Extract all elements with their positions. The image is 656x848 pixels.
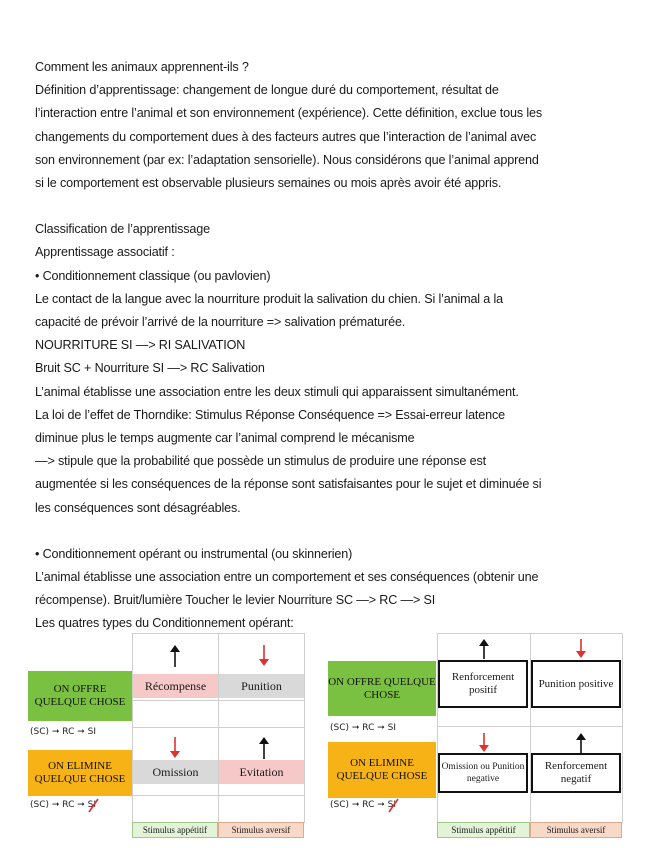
bullet-line: • Conditionnement classique (ou pavlovien) — [35, 268, 271, 283]
cell-evitation: Evitation — [219, 760, 304, 784]
bullet-line: • Conditionnement opérant ou instrumental (ou skinnerien) — [35, 546, 353, 561]
text-line: changements du comportement dues à des facteurs autres que l’interaction de l’animal avec — [35, 129, 537, 144]
label-stimulus-appetitif: Stimulus appétitif — [437, 822, 530, 838]
text-line: NOURRITURE SI —> RI SALIVATION — [35, 338, 246, 353]
text-line: diminue plus le temps augmente car l’animal comprend le mécanisme — [35, 431, 415, 446]
cell-recompense: Récompense — [133, 674, 218, 698]
cell-omission-punition-negative: Omission ou Punition negative — [438, 753, 528, 793]
title-line: Comment les animaux apprennent-ils ? — [35, 60, 249, 74]
arrow-down-red-icon — [477, 732, 491, 754]
text-line: augmentée si les conséquences de la réponse sont satisfaisantes pour le sujet et diminuée si — [35, 477, 542, 492]
text-line: L’animal établisse une association entre les deux stimuli qui apparaissent simultanément. — [35, 384, 519, 399]
text-line: les conséquences sont désagréables. — [35, 500, 241, 515]
cell-punition: Punition — [219, 674, 304, 698]
arrow-down-red-icon — [168, 736, 182, 760]
formula-sc-rc-no-si: (SC) ➞ RC ➞ SI — [330, 800, 397, 810]
cross-out-icon — [88, 797, 102, 813]
text-line: l’interaction entre l’animal et son environnement (expérience). Cette définition, exclue tous les — [35, 106, 542, 121]
arrow-up-icon — [574, 732, 588, 754]
cell-renforcement-negatif: Renforcement negatif — [531, 753, 621, 793]
text-line: Les quatres types du Conditionnement opérant: — [35, 616, 294, 631]
formula-sc-rc-no-si: (SC) ➞ RC ➞ SI — [30, 800, 97, 810]
eliminate-box: ON ELIMINE QUELQUE CHOSE — [28, 750, 132, 796]
document-body — [35, 56, 630, 636]
cell-renforcement-positif: Renforcement positif — [438, 660, 528, 708]
text-line: récompense). Bruit/lumière Toucher le levier Nourriture SC —> RC —> SI — [35, 593, 436, 608]
text-line: capacité de prévoir l’arrivé de la nourriture => salivation prématurée. — [35, 315, 406, 330]
cell-omission: Omission — [133, 760, 218, 784]
formula-sc-rc-si: (SC) ➞ RC ➞ SI — [330, 723, 397, 733]
offer-box: ON OFFRE QUELQUE CHOSE — [328, 661, 436, 716]
text-line: La loi de l’effet de Thorndike: Stimulus Réponse Conséquence => Essai-erreur latence — [35, 407, 505, 422]
text-line: Bruit SC + Nourriture SI —> RC Salivation — [35, 361, 265, 376]
cross-out-icon — [388, 797, 402, 813]
label-stimulus-aversif: Stimulus aversif — [530, 822, 622, 838]
text-line: —> stipule que la probabilité que possède un stimulus de produire une réponse est — [35, 454, 486, 469]
arrow-up-icon — [168, 644, 182, 668]
label-stimulus-appetitif: Stimulus appétitif — [132, 822, 218, 838]
cell-punition-positive: Punition positive — [531, 660, 621, 708]
section-heading: Classification de l’apprentissage — [35, 222, 210, 237]
text-line: Apprentissage associatif : — [35, 245, 175, 260]
text-line: Le contact de la langue avec la nourriture produit la salivation du chien. Si l’animal a la — [35, 291, 503, 306]
label-stimulus-aversif: Stimulus aversif — [218, 822, 304, 838]
text-line: L’animal établisse une association entre un comportement et ses conséquences (obtenir une — [35, 570, 539, 585]
eliminate-box: ON ELIMINE QUELQUE CHOSE — [328, 742, 436, 798]
arrow-down-red-icon — [574, 638, 588, 660]
text-line: son environnement (par ex: l’adaptation sensorielle). Nous considérons que l’animal apprend — [35, 152, 539, 167]
arrow-down-red-icon — [257, 644, 271, 668]
text-line: si le comportement est observable plusieurs semaines ou mois après avoir été appris. — [35, 176, 502, 191]
text-line: Définition d’apprentissage: changement de longue duré du comportement, résultat de — [35, 83, 499, 98]
offer-box: ON OFFRE QUELQUE CHOSE — [28, 671, 132, 721]
arrow-up-icon — [477, 638, 491, 660]
arrow-up-icon — [257, 736, 271, 760]
formula-sc-rc-si: (SC) ➞ RC ➞ SI — [30, 727, 97, 737]
